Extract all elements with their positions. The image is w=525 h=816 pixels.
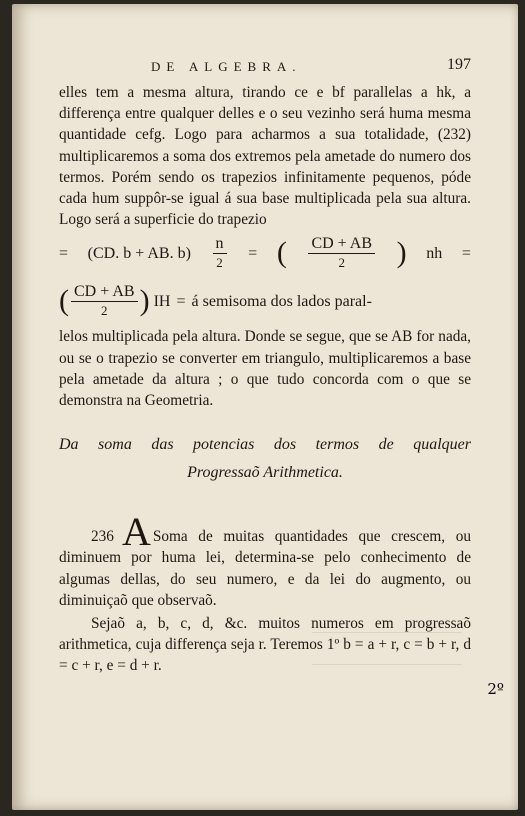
left-paren: ( xyxy=(276,236,287,270)
fraction-numerator: n xyxy=(213,235,227,254)
bleed-through-line xyxy=(312,664,462,665)
page-number: 197 xyxy=(447,56,471,73)
formula-ih: IH xyxy=(153,292,171,310)
section-heading-line1: Da soma das potencias dos termos de qualquer xyxy=(59,436,471,454)
fraction-n-over-2 xyxy=(213,235,227,272)
paragraph-progression: Sejaõ a, b, c, d, &c. muitos numeros em progressaõ arithmetica, cuja differença seja r. Teremos 1º b = a + r, c = b + r, d = c + r, e = d + r. xyxy=(59,615,471,675)
drop-cap: A xyxy=(121,509,151,555)
paragraph-number: 236 xyxy=(91,528,114,546)
formula-tail: á semisoma dos lados paral- xyxy=(191,292,372,310)
section-heading-line2: Progressaõ Arithmetica. xyxy=(187,464,343,482)
book-page xyxy=(12,4,518,810)
equals-sign-1: = xyxy=(59,244,69,262)
formula-nh: nh xyxy=(426,244,443,262)
formula-term-1: (CD. b + AB. b) xyxy=(87,244,191,262)
equals-sign-2: = xyxy=(248,244,258,262)
fraction-cd-ab-over-2-b xyxy=(71,283,138,320)
fraction-numerator: CD + AB xyxy=(308,235,375,254)
fraction-numerator: CD + AB xyxy=(71,283,138,302)
trapezoid-formula xyxy=(59,230,471,276)
left-paren: ( xyxy=(59,284,69,318)
equals-sign-3: = xyxy=(461,244,471,262)
page-header xyxy=(59,56,471,82)
section-heading xyxy=(59,433,471,485)
page-text-block xyxy=(59,56,471,677)
paragraph-trapezoid: elles tem a mesma altura, tirando ce e bf parallelas a hk, a differença entre qualquer delles e o seu vezinho será huma mesma quantidade cefg. Logo para acharmos a sua totalidade, (232) multiplicaremos a soma dos extremos pela ametade do numero dos termos. Porém sendo os trapezios infinitamente pequenos, póde cada hum suppôr-se igual á sua base multiplicada pela sua altura. Logo será a superficie do trapezio xyxy=(59,84,471,229)
trapezoid-formula-line2 xyxy=(59,276,471,326)
fraction-denominator: 2 xyxy=(338,254,345,270)
fraction-denominator: 2 xyxy=(101,302,108,318)
fraction-cd-ab-over-2 xyxy=(308,235,375,272)
paragraph-conclusion: lelos multiplicada pela altura. Donde se segue, que se AB for nada, ou se o trapezio se converter em triangulo, multiplicaremos a base pela ametade da altura ; o que tudo concorda com o que se demonstra na Geometria. xyxy=(59,328,471,410)
catchword: 2º xyxy=(487,680,504,698)
right-paren: ) xyxy=(139,284,150,318)
bleed-through-line xyxy=(312,632,462,633)
running-head: DE ALGEBRA. xyxy=(151,59,302,74)
paragraph-236 xyxy=(59,509,471,611)
equals-sign-4: = xyxy=(176,292,186,310)
right-paren: ) xyxy=(396,236,407,270)
fraction-denominator: 2 xyxy=(216,254,223,270)
paragraph-236-text: Soma de muitas quantidades que crescem, ou diminuem por huma lei, determina-se pelo conhecimento de algumas dellas, do seu numero, e da lei do augmento, ou diminuiçaõ que observaõ. xyxy=(59,528,471,609)
